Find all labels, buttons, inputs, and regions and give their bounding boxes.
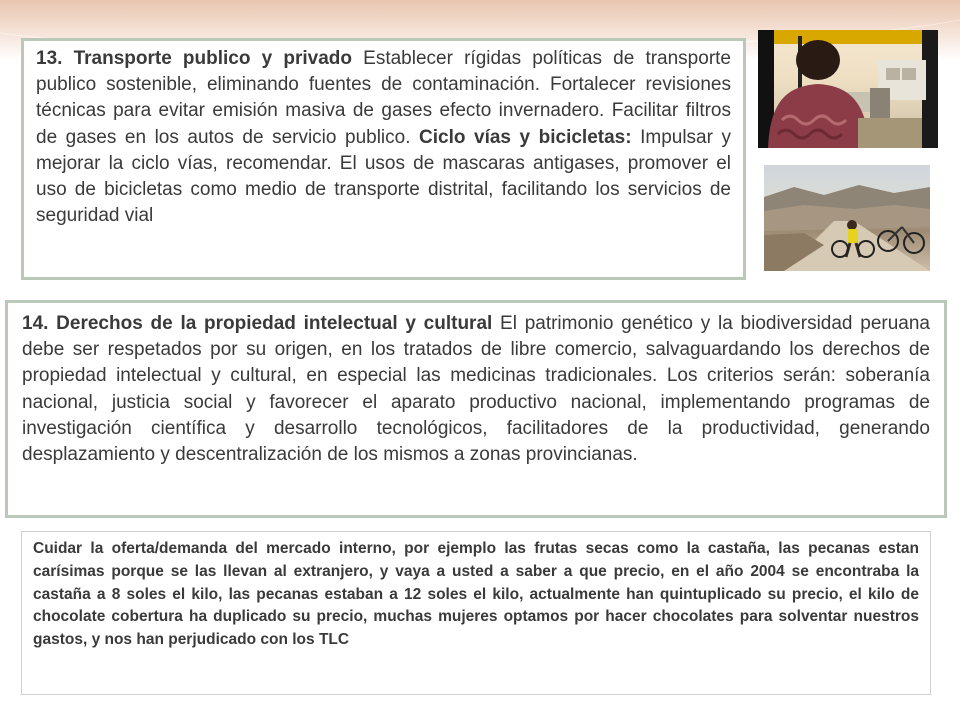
transport-paragraph — [36, 46, 731, 229]
market-note-text: Cuidar la oferta/demanda del mercado interno, por ejemplo las frutas secas como la castaña, las pecanas estan carísimas porque se las llevan al extranjero, y vaya a usted a saber a que precio, en el año 2004 se encontraba la castaña a 8 soles el kilo, las pecanas estaban a 12 soles el kilo, actualmente han quintuplicado su precio, el kilo de chocolate cobertura ha duplicado su precio, muchas mujeres optamos por hacer chocolates para solventar nuestros gastos, y nos han perjudicado con los TLC — [33, 540, 919, 649]
transport-text-box — [21, 38, 746, 280]
transport-text-part2: Impulsar y mejorar la ciclo vías, recomendar. El usos de mascaras antigases, promover el uso de bicicletas como medio de transporte distrital, facilitando los servicios de seguridad vial — [36, 126, 731, 227]
bike-lanes-heading: Ciclo vías y bicicletas: — [419, 126, 632, 148]
intellectual-property-text: El patrimonio genético y la biodiversidad peruana debe ser respetados por su origen, en los tratados de libre comercio, salvaguardando los derechos de propiedad intelectual y cultural, en especial las medicinas tradicionales. Los criterios serán: soberanía nacional, justicia social y favorecer el aparato productivo nacional, implementando programas de investigación científica y desarrollo tecnológicos, facilitadores de la productividad, generando desplazamiento y descentralización de los mismos a zonas provincianas. — [22, 313, 930, 466]
transport-text-part1: Establecer rígidas políticas de transporte publico sostenible, eliminando fuentes de contaminación. Fortalecer revisiones técnicas para evitar emisión masiva de gases efecto invernadero. Facilitar filtros de gases en los autos de servicio publico. — [36, 48, 731, 148]
mototaxi-photo — [758, 30, 938, 148]
transport-heading: 13. Transporte publico y privado — [36, 48, 352, 69]
intellectual-property-paragraph — [22, 311, 930, 468]
cyclist-photo — [764, 165, 930, 271]
market-note-box — [21, 531, 931, 695]
intellectual-property-text-box — [5, 300, 947, 518]
intellectual-property-heading: 14. Derechos de la propiedad intelectual y cultural — [22, 313, 493, 334]
